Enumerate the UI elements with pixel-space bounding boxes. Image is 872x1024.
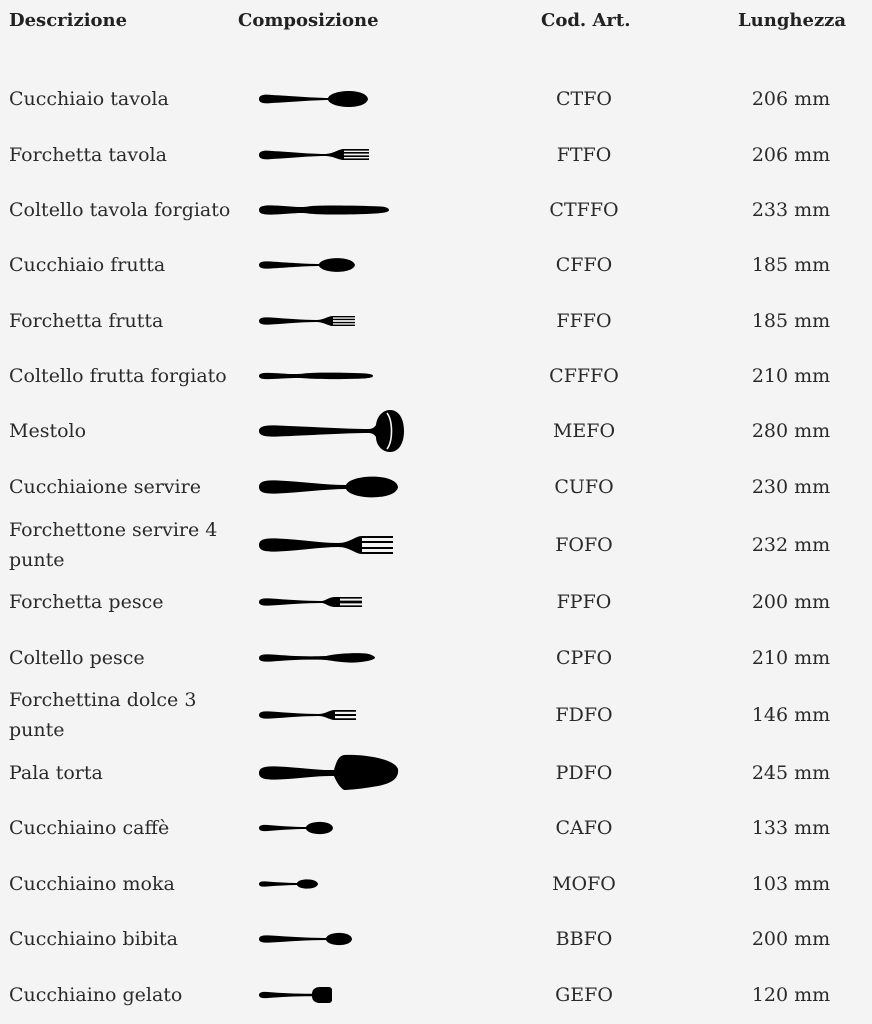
knife-icon — [256, 348, 416, 404]
dessert-fork-icon — [256, 687, 416, 743]
row-code: GEFO — [555, 984, 613, 1006]
row-code: CTFO — [556, 88, 612, 110]
row-length: 230 mm — [751, 476, 831, 498]
coffee-spoon-icon — [256, 800, 416, 856]
row-code: CFFFO — [549, 365, 619, 387]
serving-spoon-icon — [256, 459, 416, 515]
spoon-icon — [256, 237, 416, 293]
header-composition: Composizione — [238, 10, 379, 31]
row-code: CPFO — [555, 647, 613, 669]
table-row — [0, 293, 872, 349]
row-length: 200 mm — [751, 591, 831, 613]
row-description: Pala torta — [9, 762, 103, 784]
moka-spoon-icon — [256, 856, 416, 912]
row-length: 185 mm — [751, 310, 831, 332]
row-code: CAFO — [555, 817, 613, 839]
fork-icon — [256, 127, 416, 183]
table-row — [0, 967, 872, 1023]
table-row — [0, 911, 872, 967]
table-row — [0, 71, 872, 127]
row-length: 210 mm — [751, 647, 831, 669]
row-description: Mestolo — [9, 420, 87, 442]
row-code: CUFO — [554, 476, 614, 498]
row-length: 185 mm — [751, 254, 831, 276]
row-description: Cucchiaino gelato — [9, 984, 183, 1006]
table-row — [0, 182, 872, 238]
row-length: 232 mm — [751, 534, 831, 556]
row-description: Forchetta tavola — [9, 144, 167, 166]
table-row — [0, 574, 872, 630]
row-description: Forchettina dolce 3 punte — [9, 689, 197, 741]
row-code: FOFO — [555, 534, 613, 556]
cake-server-icon — [256, 745, 416, 801]
row-length: 245 mm — [751, 762, 831, 784]
row-description: Cucchiaino caffè — [9, 817, 170, 839]
row-code: FPFO — [556, 591, 612, 613]
row-code: PDFO — [555, 762, 613, 784]
table-row — [0, 630, 872, 686]
row-description: Forchetta frutta — [9, 310, 164, 332]
table-row — [0, 127, 872, 183]
row-length: 133 mm — [751, 817, 831, 839]
header-description: Descrizione — [9, 10, 128, 31]
row-code: FDFO — [555, 704, 613, 726]
row-code: CTFFO — [549, 199, 619, 221]
ladle-icon — [256, 403, 416, 459]
ice-cream-spoon-icon — [256, 967, 416, 1023]
row-description: Coltello tavola forgiato — [9, 199, 231, 221]
table-row — [0, 403, 872, 459]
row-description: Cucchiaione servire — [9, 476, 201, 498]
row-length: 206 mm — [751, 88, 831, 110]
table-row — [0, 237, 872, 293]
row-description: Forchettone servire 4 punte — [9, 519, 218, 571]
knife-icon — [256, 182, 416, 238]
row-description: Coltello pesce — [9, 647, 145, 669]
row-description: Coltello frutta forgiato — [9, 365, 227, 387]
row-length: 200 mm — [751, 928, 831, 950]
table-row — [0, 348, 872, 404]
row-length: 210 mm — [751, 365, 831, 387]
row-description: Forchetta pesce — [9, 591, 164, 613]
row-description: Cucchiaino moka — [9, 873, 175, 895]
row-length: 280 mm — [751, 420, 831, 442]
fish-knife-icon — [256, 630, 416, 686]
row-description: Cucchiaino bibita — [9, 928, 178, 950]
fish-fork-icon — [256, 574, 416, 630]
serving-fork-icon — [256, 517, 416, 573]
row-length: 146 mm — [751, 704, 831, 726]
drink-spoon-icon — [256, 911, 416, 967]
header-code: Cod. Art. — [541, 10, 631, 31]
row-code: FFFO — [556, 310, 612, 332]
row-code: CFFO — [555, 254, 613, 276]
row-code: MEFO — [552, 420, 616, 442]
table-row — [0, 687, 872, 743]
row-code: MOFO — [552, 873, 616, 895]
row-length: 120 mm — [751, 984, 831, 1006]
row-code: BBFO — [555, 928, 613, 950]
row-length: 206 mm — [751, 144, 831, 166]
table-row — [0, 459, 872, 515]
row-description: Cucchiaio frutta — [9, 254, 166, 276]
spoon-icon — [256, 71, 416, 127]
fork-icon — [256, 293, 416, 349]
row-description: Cucchiaio tavola — [9, 88, 169, 110]
table-row — [0, 745, 872, 801]
table-row — [0, 856, 872, 912]
header-length: Lunghezza — [738, 10, 847, 31]
table-row — [0, 517, 872, 573]
row-length: 233 mm — [751, 199, 831, 221]
table-row — [0, 800, 872, 856]
row-code: FTFO — [556, 144, 612, 166]
row-length: 103 mm — [751, 873, 831, 895]
